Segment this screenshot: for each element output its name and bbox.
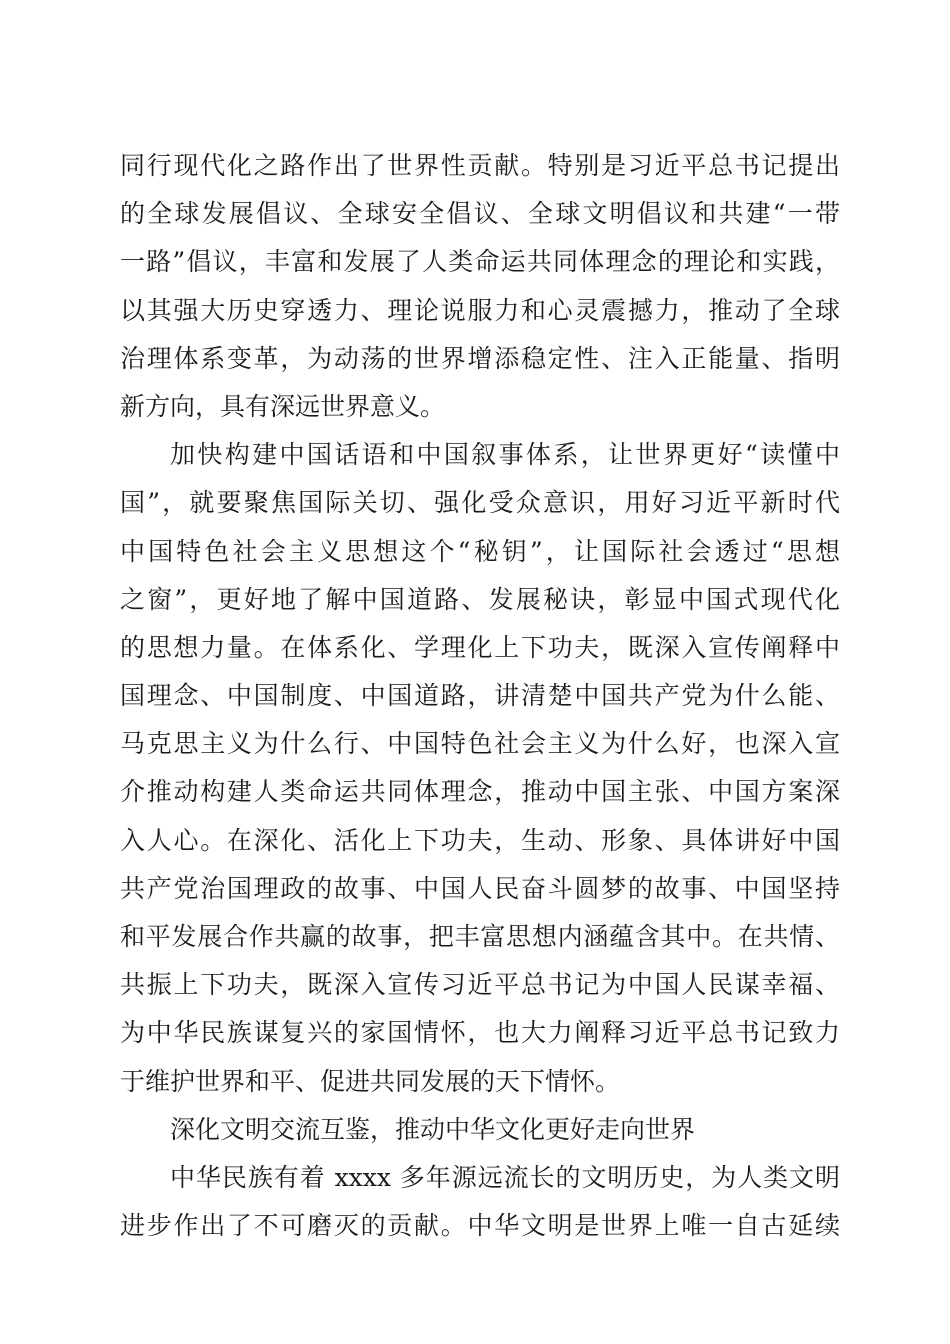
text-line: 同行现代化之路作出了世界性贡献。特别是习近平总书记提出 xyxy=(120,151,840,180)
text-line: 介推动构建人类命运共同体理念，推动中国主张、中国方案深 xyxy=(120,777,840,807)
text-line: 以其强大历史穿透力、理论说服力和心灵震撼力，推动了全球 xyxy=(120,295,840,325)
text-line: 新方向，具有深远世界意义。 xyxy=(120,391,446,421)
text-line: 国”，就要聚焦国际关切、强化受众意识，用好习近平新时代 xyxy=(120,488,840,518)
text-line: 为中华民族谋复兴的家国情怀，也大力阐释习近平总书记致力 xyxy=(120,1018,840,1048)
text-line: 马克思主义为什么行、中国特色社会主义为什么好，也深入宣 xyxy=(120,729,840,759)
text-line: 治理体系变革，为动荡的世界增添稳定性、注入正能量、指明 xyxy=(120,343,840,373)
text-line: 于维护世界和平、促进共同发展的天下情怀。 xyxy=(120,1066,621,1096)
text-line: 的思想力量。在体系化、学理化上下功夫，既深入宣传阐释中 xyxy=(120,632,840,662)
text-line: 进步作出了不可磨灭的贡献。中华文明是世界上唯一自古延续 xyxy=(120,1211,840,1241)
text-line: 入人心。在深化、活化上下功夫，生动、形象、具体讲好中国 xyxy=(120,825,840,855)
text-line: 一路”倡议，丰富和发展了人类命运共同体理念的理论和实践， xyxy=(120,247,840,277)
body-text xyxy=(120,142,840,1250)
text-line: 共振上下功夫，既深入宣传习近平总书记为中国人民谋幸福、 xyxy=(120,970,840,1000)
text-line: 中国特色社会主义思想这个“秘钥”，让国际社会透过“思想 xyxy=(120,536,840,566)
text-line: 的全球发展倡议、全球安全倡议、全球文明倡议和共建“一带 xyxy=(120,199,840,229)
text-line: 之窗”，更好地了解中国道路、发展秘诀，彰显中国式现代化 xyxy=(120,584,840,614)
paragraph-first-line: 加快构建中国话语和中国叙事体系，让世界更好“读懂中 xyxy=(170,440,840,470)
paragraph-first-line: 中华民族有着 xxxx 多年源远流长的文明历史，为人类文明 xyxy=(170,1162,840,1192)
text-line: 共产党治国理政的故事、中国人民奋斗圆梦的故事、中国坚持 xyxy=(120,873,840,903)
text-line: 国理念、中国制度、中国道路，讲清楚中国共产党为什么能、 xyxy=(120,681,840,711)
section-heading: 深化文明交流互鉴，推动中华文化更好走向世界 xyxy=(170,1114,696,1144)
text-line: 和平发展合作共赢的故事，把丰富思想内涵蕴含其中。在共情、 xyxy=(120,922,840,951)
